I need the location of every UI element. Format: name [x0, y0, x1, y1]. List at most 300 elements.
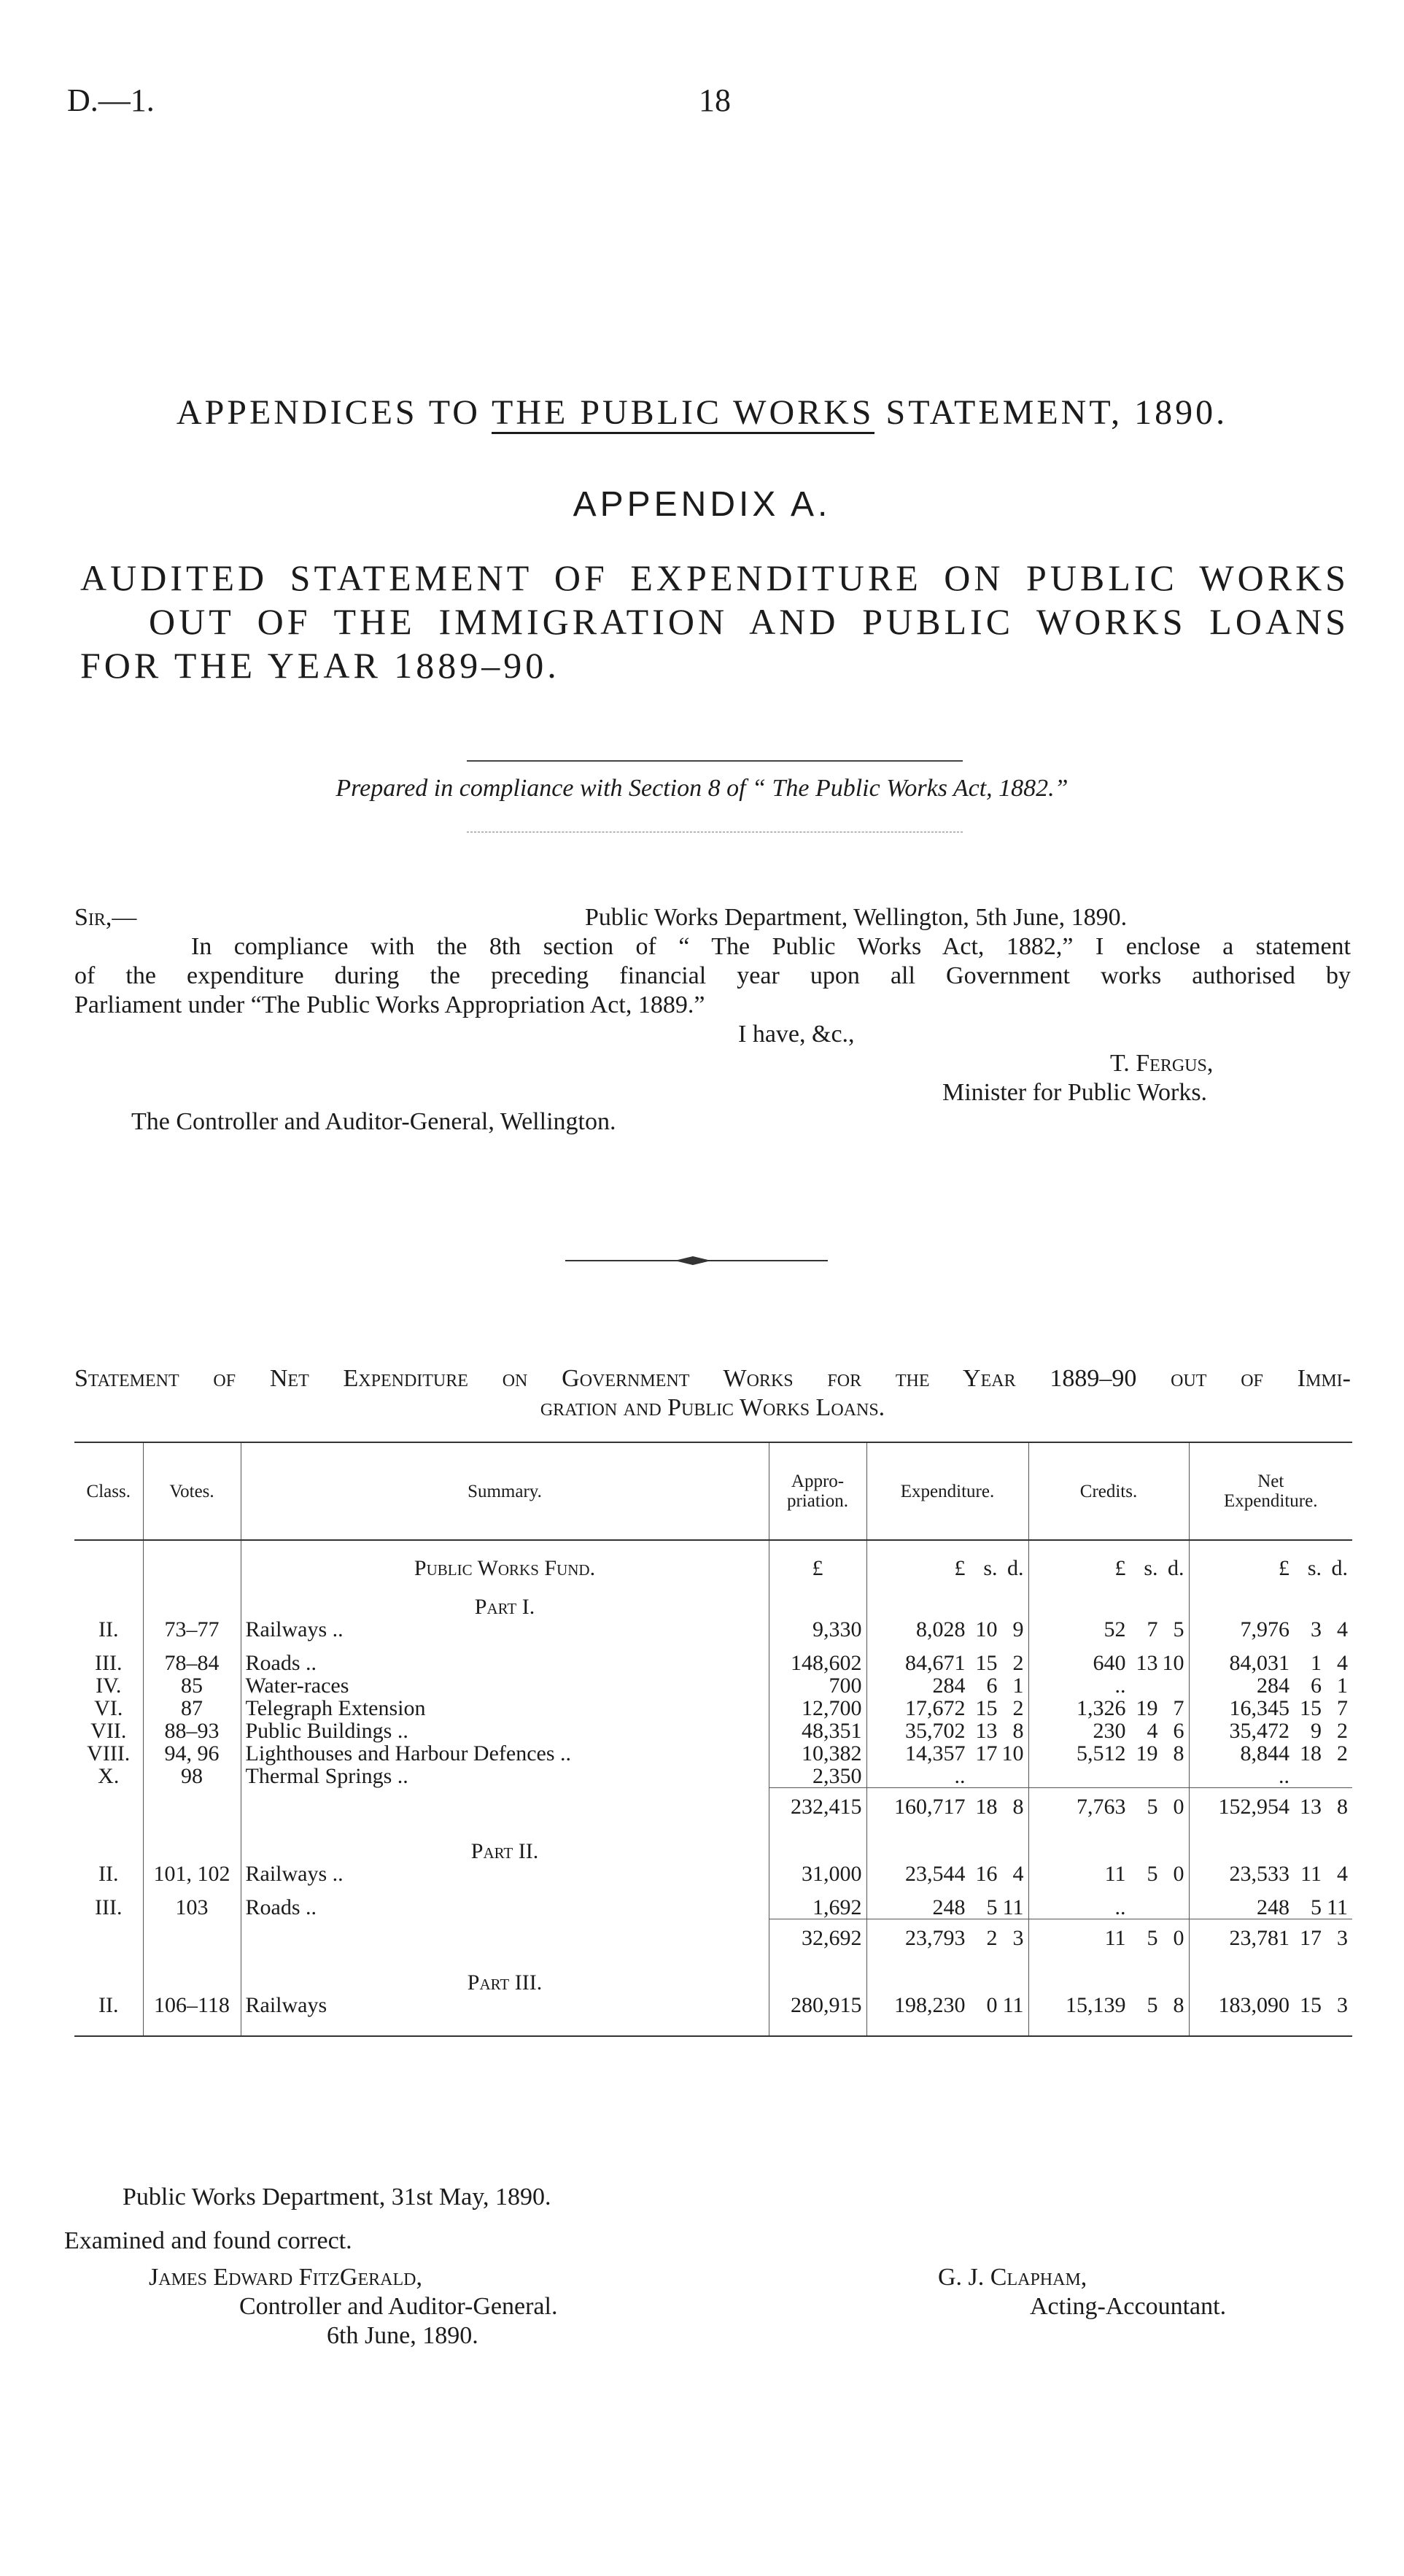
row-net-expenditure-shillings: 18	[1300, 1741, 1322, 1765]
row-net-expenditure	[1189, 1863, 1352, 1896]
row-summary	[241, 1720, 769, 1742]
total-expenditure-pence: 3	[1012, 1926, 1024, 1950]
currency-pound: £	[1279, 1556, 1289, 1580]
row-summary	[241, 1765, 769, 1788]
row-credits	[1028, 1674, 1189, 1697]
row-net-expenditure-shillings: 3	[1311, 1617, 1322, 1641]
row-summary-text: Railways	[245, 1993, 327, 2017]
letter-body-line-3: Parliament under “The Public Works Appropriation Act, 1889.”	[74, 991, 705, 1018]
appendix-label: APPENDIX A.	[573, 485, 831, 524]
total-net-expenditure	[1189, 1788, 1352, 1825]
row-credits	[1028, 1652, 1189, 1674]
total-net-expenditure-pence: 3	[1337, 1926, 1348, 1950]
auditor-title: Controller and Auditor-General.	[239, 2293, 558, 2320]
row-net-expenditure	[1189, 1720, 1352, 1742]
row-expenditure-pounds: 248	[932, 1895, 966, 1919]
row-appropriation: 700	[769, 1674, 866, 1697]
row-credits-pence: 7	[1173, 1696, 1184, 1720]
letter-signature: T. Fergus,	[1110, 1050, 1214, 1077]
row-summary	[241, 1863, 769, 1896]
row-net-expenditure-pounds: 183,090	[1218, 1993, 1289, 2017]
row-expenditure-pence	[998, 1765, 1024, 1787]
row-credits-amount	[1033, 1994, 1184, 2016]
header-credits: Credits.	[1028, 1442, 1189, 1540]
row-expenditure-pence: 1	[1012, 1674, 1024, 1698]
row-net-expenditure-amount	[1194, 1720, 1349, 1742]
auditor-date: 6th June, 1890.	[327, 2322, 478, 2349]
row-expenditure-shillings: 6	[986, 1674, 998, 1698]
row-summary	[241, 1674, 769, 1697]
blank-cell	[143, 1955, 241, 1994]
row-credits-pence: 6	[1173, 1719, 1184, 1743]
row-class: III.	[95, 1895, 123, 1919]
row-net-expenditure-shillings: 1	[1311, 1651, 1322, 1675]
total-appropriation: 232,415	[769, 1788, 866, 1825]
row-expenditure-shillings: 16	[975, 1862, 998, 1886]
row-expenditure	[866, 1863, 1028, 1896]
accountant-title: Acting-Accountant.	[1030, 2293, 1227, 2320]
row-credits-amount	[1033, 1697, 1184, 1720]
row-credits-amount	[1033, 1896, 1184, 1919]
part-heading-row	[74, 1579, 1352, 1618]
row-expenditure-pence: 8	[1012, 1719, 1024, 1743]
title-line-3: FOR THE YEAR 1889–90.	[80, 645, 560, 686]
total-credits-pence: 0	[1173, 1795, 1184, 1819]
row-credits	[1028, 1618, 1189, 1652]
row-net-expenditure-pounds: ..	[1279, 1764, 1289, 1788]
letter-signature-title: Minister for Public Works.	[942, 1079, 1208, 1106]
fund-heading-row	[74, 1540, 1352, 1579]
row-expenditure-pounds: ..	[954, 1764, 966, 1788]
row-net-expenditure-amount	[1194, 1765, 1349, 1787]
currency-exp-units	[872, 1557, 1024, 1579]
total-credits-shillings: 5	[1147, 1926, 1158, 1950]
total-net-expenditure-pence: 8	[1337, 1795, 1348, 1819]
row-appropriation: 10,382	[769, 1742, 866, 1765]
accountant-name: G. J. Clapham,	[938, 2264, 1087, 2291]
currency-pound: £	[954, 1556, 966, 1580]
total-appropriation: 32,692	[769, 1919, 866, 1956]
row-credits-pounds: 52	[1104, 1617, 1126, 1641]
letter-address: Public Works Department, Wellington, 5th June, 1890.	[585, 904, 1128, 931]
row-net-expenditure-pounds: 284	[1257, 1674, 1289, 1698]
footer-examined: Examined and found correct.	[64, 2227, 352, 2254]
currency-shilling: s.	[983, 1556, 998, 1580]
heading-part-2: THE PUBLIC WORKS	[492, 393, 874, 434]
currency-credits	[1028, 1540, 1189, 1579]
page-number: 18	[699, 82, 731, 118]
row-credits	[1028, 1994, 1189, 2036]
row-summary	[241, 1742, 769, 1765]
row-credits-amount	[1033, 1863, 1184, 1885]
letter-closing: I have, &c.,	[738, 1021, 855, 1048]
row-credits-shillings: 5	[1147, 1993, 1158, 2017]
currency-net-units	[1194, 1557, 1349, 1579]
blank-cell	[769, 1955, 866, 1994]
top-rule	[467, 760, 963, 762]
row-net-expenditure-pence: 11	[1327, 1895, 1348, 1919]
row-expenditure-shillings: 5	[986, 1895, 998, 1919]
currency-shilling: s.	[1307, 1556, 1322, 1580]
blank-cell	[143, 1788, 241, 1825]
part-total-row	[74, 1788, 1352, 1825]
row-class: X.	[98, 1764, 120, 1788]
row-credits-shillings: 13	[1136, 1651, 1158, 1675]
row-credits-shillings	[1126, 1674, 1158, 1697]
blank-cell	[1189, 1579, 1352, 1618]
row-net-expenditure-amount	[1194, 1618, 1349, 1641]
blank-cell	[143, 1579, 241, 1618]
row-credits-shillings: 5	[1147, 1862, 1158, 1886]
row-summary-text: Public Buildings ..	[245, 1719, 408, 1743]
row-summary-text: Telegraph Extension	[245, 1696, 426, 1720]
row-net-expenditure-amount	[1194, 1896, 1349, 1919]
header-votes: Votes.	[143, 1442, 241, 1540]
row-summary-text: Railways ..	[245, 1862, 344, 1886]
blank-cell	[769, 1579, 866, 1618]
currency-pence: d.	[1007, 1556, 1024, 1580]
row-net-expenditure-pence: 7	[1337, 1696, 1348, 1720]
table-header-row	[74, 1442, 1352, 1540]
row-expenditure-shillings: 13	[975, 1719, 998, 1743]
currency-shilling: s.	[1144, 1556, 1158, 1580]
blank-cell	[866, 1824, 1028, 1863]
header-net-expenditure: Net Expenditure.	[1189, 1442, 1352, 1540]
row-appropriation: 280,915	[769, 1994, 866, 2036]
row-expenditure	[866, 1994, 1028, 2036]
ornament-rule	[565, 1253, 828, 1268]
row-expenditure-amount	[872, 1896, 1024, 1919]
letter-body-line-2: of the expenditure during the preceding financial year upon all Government works authorised by	[74, 962, 1351, 989]
blank-cell	[74, 1540, 143, 1579]
total-credits	[1028, 1788, 1189, 1825]
row-appropriation: 48,351	[769, 1720, 866, 1742]
currency-pence: d.	[1331, 1556, 1348, 1580]
row-expenditure-pounds: 35,702	[905, 1719, 966, 1743]
row-votes: 87	[143, 1697, 241, 1720]
row-appropriation: 1,692	[769, 1896, 866, 1919]
row-credits-pounds: 15,139	[1066, 1993, 1126, 2017]
row-expenditure	[866, 1618, 1028, 1652]
row-summary	[241, 1994, 769, 2036]
row-net-expenditure-shillings: 6	[1311, 1674, 1322, 1698]
blank-cell	[866, 1579, 1028, 1618]
row-credits	[1028, 1765, 1189, 1788]
blank-cell	[241, 1919, 769, 1956]
total-expenditure-shillings: 2	[986, 1926, 998, 1950]
total-credits	[1028, 1919, 1189, 1956]
total-net-expenditure-pounds: 23,781	[1229, 1926, 1289, 1950]
blank-cell	[241, 1788, 769, 1825]
blank-cell	[769, 1824, 866, 1863]
row-net-expenditure-amount	[1194, 1697, 1349, 1720]
appendices-heading	[0, 392, 1404, 433]
row-net-expenditure-pounds: 35,472	[1229, 1719, 1289, 1743]
row-net-expenditure-pounds: 7,976	[1240, 1617, 1289, 1641]
total-credits-amount	[1033, 1927, 1184, 1949]
total-credits-shillings: 5	[1147, 1795, 1158, 1819]
row-credits	[1028, 1742, 1189, 1765]
row-class: IV.	[96, 1674, 122, 1698]
blank-cell	[866, 1955, 1028, 1994]
row-credits-pounds: ..	[1114, 1895, 1126, 1919]
row-summary-text: Thermal Springs ..	[245, 1764, 408, 1788]
row-class: II.	[98, 1617, 119, 1641]
row-votes: 101, 102	[143, 1863, 241, 1896]
row-net-expenditure-shillings: 15	[1300, 1993, 1322, 2017]
row-credits-pounds: 1,326	[1077, 1696, 1126, 1720]
row-expenditure-shillings: 15	[975, 1696, 998, 1720]
blank-cell	[74, 1788, 143, 1825]
row-summary-text: Roads ..	[245, 1651, 317, 1675]
total-net-expenditure-shillings: 17	[1300, 1926, 1322, 1950]
total-net-expenditure-amount	[1194, 1795, 1349, 1818]
row-credits-shillings: 19	[1136, 1741, 1158, 1765]
row-net-expenditure-shillings: 11	[1300, 1862, 1322, 1886]
letter-body-line-1: In compliance with the 8th section of “ The Public Works Act, 1882,” I enclose a statement	[191, 933, 1351, 960]
table-row	[74, 1720, 1352, 1742]
table-row	[74, 1742, 1352, 1765]
row-expenditure-pence: 2	[1012, 1651, 1024, 1675]
footer-dept: Public Works Department, 31st May, 1890.	[123, 2184, 551, 2211]
blank-cell	[74, 1919, 143, 1956]
row-summary-text: Water-races	[245, 1674, 349, 1698]
row-credits-pence: 8	[1173, 1993, 1184, 2017]
row-class: II.	[98, 1862, 119, 1886]
row-expenditure-shillings: 0	[986, 1993, 998, 2017]
page-reference: D.—1.	[67, 82, 155, 118]
row-credits-pounds: 640	[1093, 1651, 1126, 1675]
total-credits-pence: 0	[1173, 1926, 1184, 1950]
row-expenditure	[866, 1765, 1028, 1788]
row-summary-text: Railways ..	[245, 1617, 344, 1641]
row-votes: 94, 96	[143, 1742, 241, 1765]
currency-pence: d.	[1168, 1556, 1184, 1580]
row-net-expenditure-pence: 3	[1337, 1993, 1348, 2017]
row-net-expenditure	[1189, 1896, 1352, 1919]
blank-cell	[1028, 1579, 1189, 1618]
row-expenditure-pence: 11	[1002, 1993, 1024, 2017]
row-net-expenditure-amount	[1194, 1863, 1349, 1885]
row-net-expenditure-shillings: 9	[1311, 1719, 1322, 1743]
heading-part-3: STATEMENT, 1890.	[885, 393, 1228, 432]
blank-cell	[1189, 1824, 1352, 1863]
row-class: VII.	[90, 1719, 127, 1743]
total-expenditure-shillings: 18	[975, 1795, 998, 1819]
row-expenditure-pence: 11	[1002, 1895, 1024, 1919]
row-credits-shillings: 19	[1136, 1696, 1158, 1720]
row-net-expenditure	[1189, 1765, 1352, 1788]
heading-part-1: APPENDICES TO	[176, 393, 481, 432]
total-expenditure-amount	[872, 1927, 1024, 1949]
row-credits-amount	[1033, 1742, 1184, 1765]
row-expenditure	[866, 1697, 1028, 1720]
main-title	[80, 556, 1349, 687]
part-heading: Part II.	[241, 1824, 769, 1863]
title-line-2: OUT OF THE IMMIGRATION AND PUBLIC WORKS LOANS	[149, 601, 1349, 642]
total-expenditure-amount	[872, 1795, 1024, 1818]
blank-cell	[74, 1579, 143, 1618]
part-heading: Part I.	[241, 1579, 769, 1618]
row-net-expenditure-pounds: 248	[1257, 1895, 1289, 1919]
row-net-expenditure-pence: 2	[1337, 1741, 1348, 1765]
row-expenditure-pounds: 14,357	[905, 1741, 966, 1765]
total-expenditure-pence: 8	[1012, 1795, 1024, 1819]
row-expenditure-shillings: 17	[975, 1741, 998, 1765]
row-credits-amount	[1033, 1652, 1184, 1674]
row-summary	[241, 1618, 769, 1652]
row-votes: 73–77	[143, 1618, 241, 1652]
row-net-expenditure-shillings: 5	[1311, 1895, 1322, 1919]
currency-credits-units	[1033, 1557, 1184, 1579]
row-net-expenditure	[1189, 1652, 1352, 1674]
blank-cell	[1189, 1955, 1352, 1994]
row-net-expenditure	[1189, 1618, 1352, 1652]
header-appropriation: Appro- priation.	[769, 1442, 866, 1540]
row-credits-pounds: 230	[1093, 1719, 1126, 1743]
row-credits-pounds: 5,512	[1077, 1741, 1126, 1765]
row-credits-pence: 0	[1173, 1862, 1184, 1886]
row-summary-text: Roads ..	[245, 1895, 317, 1919]
row-credits-pence	[1158, 1674, 1184, 1697]
row-credits-amount	[1033, 1618, 1184, 1641]
statement-title-line-2: gration and Public Works Loans.	[540, 1394, 885, 1421]
row-summary	[241, 1697, 769, 1720]
row-expenditure-pence: 2	[1012, 1696, 1024, 1720]
row-credits	[1028, 1720, 1189, 1742]
part-total-row	[74, 1919, 1352, 1956]
row-expenditure-shillings	[966, 1765, 998, 1787]
row-summary-text: Lighthouses and Harbour Defences ..	[245, 1741, 572, 1765]
row-expenditure-amount	[872, 1863, 1024, 1885]
row-expenditure-shillings: 15	[975, 1651, 998, 1675]
row-credits-shillings: 7	[1147, 1617, 1158, 1641]
row-net-expenditure	[1189, 1674, 1352, 1697]
row-votes: 98	[143, 1765, 241, 1788]
total-credits-pounds: 7,763	[1077, 1795, 1126, 1819]
covering-letter	[74, 903, 1351, 1137]
part-heading-row	[74, 1824, 1352, 1863]
header-class: Class.	[74, 1442, 143, 1540]
row-net-expenditure-amount	[1194, 1742, 1349, 1765]
row-appropriation: 31,000	[769, 1863, 866, 1896]
row-votes: 78–84	[143, 1652, 241, 1674]
row-net-expenditure-pounds: 16,345	[1229, 1696, 1289, 1720]
row-net-expenditure-amount	[1194, 1652, 1349, 1674]
currency-exp	[866, 1540, 1028, 1579]
statement-title-line-1: Statement of Net Expenditure on Government Works for the Year 1889–90 out of Immi-	[74, 1365, 1351, 1392]
row-net-expenditure-pence: 1	[1337, 1674, 1348, 1698]
row-net-expenditure-pounds: 84,031	[1229, 1651, 1289, 1675]
row-credits	[1028, 1896, 1189, 1919]
row-appropriation: 12,700	[769, 1697, 866, 1720]
row-credits-shillings	[1126, 1896, 1158, 1919]
row-net-expenditure-amount	[1194, 1994, 1349, 2016]
row-expenditure-pounds: 84,671	[905, 1651, 966, 1675]
table-row	[74, 1863, 1352, 1896]
row-net-expenditure-pounds: 23,533	[1229, 1862, 1289, 1886]
letter-salutation: Sir,—	[74, 904, 137, 931]
total-expenditure	[866, 1919, 1028, 1956]
row-expenditure-pence: 9	[1012, 1617, 1024, 1641]
row-credits	[1028, 1697, 1189, 1720]
expenditure-table	[74, 1442, 1352, 2037]
row-net-expenditure-shillings: 15	[1300, 1696, 1322, 1720]
total-credits-amount	[1033, 1795, 1184, 1818]
statement-title	[74, 1364, 1351, 1423]
row-expenditure-amount	[872, 1652, 1024, 1674]
row-net-expenditure	[1189, 1697, 1352, 1720]
row-expenditure	[866, 1742, 1028, 1765]
total-net-expenditure	[1189, 1919, 1352, 1956]
currency-pound: £	[1114, 1556, 1126, 1580]
row-credits-amount	[1033, 1720, 1184, 1742]
row-net-expenditure-pence: 2	[1337, 1719, 1348, 1743]
header-expenditure: Expenditure.	[866, 1442, 1028, 1540]
row-expenditure-pounds: 198,230	[894, 1993, 966, 2017]
row-expenditure-pence: 10	[1001, 1741, 1024, 1765]
row-net-expenditure	[1189, 1994, 1352, 2036]
row-summary	[241, 1652, 769, 1674]
header-summary: Summary.	[241, 1442, 769, 1540]
part-heading-row	[74, 1955, 1352, 1994]
table-row	[74, 1674, 1352, 1697]
row-expenditure-amount	[872, 1618, 1024, 1641]
row-net-expenditure-pence	[1322, 1765, 1348, 1787]
row-votes: 103	[143, 1896, 241, 1919]
row-expenditure	[866, 1896, 1028, 1919]
row-expenditure	[866, 1674, 1028, 1697]
table-row	[74, 1652, 1352, 1674]
blank-cell	[143, 1919, 241, 1956]
row-credits-pence: 10	[1162, 1651, 1184, 1675]
row-net-expenditure	[1189, 1742, 1352, 1765]
row-class: III.	[95, 1651, 123, 1675]
total-credits-pounds: 11	[1104, 1926, 1126, 1950]
row-votes: 106–118	[143, 1994, 241, 2036]
total-expenditure	[866, 1788, 1028, 1825]
row-credits-pounds: ..	[1114, 1674, 1126, 1698]
row-net-expenditure-pence: 4	[1337, 1862, 1348, 1886]
row-expenditure-amount	[872, 1765, 1024, 1787]
currency-net	[1189, 1540, 1352, 1579]
row-credits-shillings: 4	[1147, 1719, 1158, 1743]
row-class: VIII.	[87, 1741, 131, 1765]
row-credits-pence	[1158, 1896, 1184, 1919]
row-credits-pounds: 11	[1104, 1862, 1126, 1886]
row-expenditure	[866, 1652, 1028, 1674]
row-credits-pence: 8	[1173, 1741, 1184, 1765]
auditor-name: James Edward FitzGerald,	[149, 2264, 422, 2291]
total-net-expenditure-shillings: 13	[1300, 1795, 1322, 1819]
blank-cell	[143, 1824, 241, 1863]
currency-appropriation: £	[769, 1540, 866, 1579]
row-credits-pence: 5	[1173, 1617, 1184, 1641]
fund-heading: Public Works Fund.	[241, 1540, 769, 1579]
row-expenditure-shillings: 10	[975, 1617, 998, 1641]
row-credits-amount	[1033, 1674, 1184, 1697]
blank-cell	[143, 1540, 241, 1579]
total-expenditure-pounds: 23,793	[905, 1926, 966, 1950]
row-summary	[241, 1896, 769, 1919]
table-row	[74, 1765, 1352, 1788]
row-expenditure-pounds: 23,544	[905, 1862, 966, 1886]
row-class: II.	[74, 1994, 143, 2036]
title-line-1: AUDITED STATEMENT OF EXPENDITURE ON PUBLIC WORKS	[80, 557, 1349, 598]
row-appropriation: 9,330	[769, 1618, 866, 1652]
blank-cell	[1028, 1824, 1189, 1863]
letter-addressee: The Controller and Auditor-General, Wellington.	[131, 1108, 616, 1135]
